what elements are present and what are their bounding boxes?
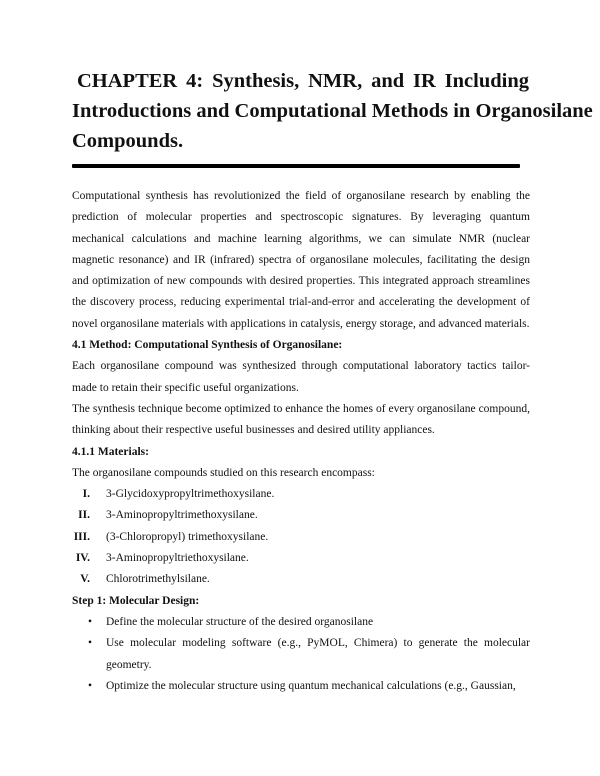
intro-paragraph: Computational synthesis has revolutionized the field of organosilane research by enabling the prediction of molecular properties and spectroscopic signatures. By leveraging quantum mechanical calculations and machine learning algorithms, we can simulate NMR (nuclear magnetic resonance) and IR (infrared) spectra of organosilane molecules, facilitating the design and optimization of new compounds with desired properties. This integrated approach streamlines the discovery process, reducing experimental trial-and-error and accelerating the development of novel organosilane materials with applications in catalysis, energy storage, and advanced materials. <box>72 190 530 330</box>
materials-list-item <box>72 548 530 569</box>
step-bullet-list <box>72 612 530 697</box>
section-heading: 4.1 Method: Computational Synthesis of Organosilane: <box>72 339 343 352</box>
section-paragraph: Each organosilane compound was synthesized through computational laboratory tactics tailor-made to retain their specific useful organizations. <box>72 360 530 394</box>
document-body <box>72 186 530 697</box>
materials-list <box>72 484 530 590</box>
materials-intro: The organosilane compounds studied on this research encompass: <box>72 466 375 479</box>
bullet-item <box>72 676 530 697</box>
materials-list-item <box>72 569 530 590</box>
list-number: II. <box>78 509 90 522</box>
subsection-heading: 4.1.1 Materials: <box>72 445 149 458</box>
bullet-dot-icon: • <box>88 679 93 692</box>
chapter-title <box>72 66 593 156</box>
bullet-text: Optimize the molecular structure using quantum mechanical calculations (e.g., Gaussian, <box>106 679 516 692</box>
bullet-text: Use molecular modeling software (e.g., PyMOL, Chimera) to generate the molecular geometry. <box>106 637 530 671</box>
bullet-dot-icon: • <box>88 637 93 650</box>
list-item-text: (3-Chloropropyl) trimethoxysilane. <box>106 530 269 543</box>
step-heading: Step 1: Molecular Design: <box>72 594 200 607</box>
list-number: IV. <box>75 552 90 565</box>
bullet-item <box>72 612 530 633</box>
list-item-text: 3-Aminopropyltrimethoxysilane. <box>106 509 258 522</box>
materials-list-item <box>72 505 530 526</box>
materials-list-item <box>72 527 530 548</box>
chapter-title-line: Introductions and Computational Methods in Organosilane <box>72 100 593 122</box>
materials-list-item <box>72 484 530 505</box>
section-paragraph: The synthesis technique become optimized to enhance the homes of every organosilane compound, thinking about their respective useful businesses and desired utility appliances. <box>72 402 530 437</box>
list-item-text: Chlorotrimethylsilane. <box>106 573 210 586</box>
bullet-item <box>72 633 530 676</box>
bullet-dot-icon: • <box>88 615 93 628</box>
list-number: I. <box>82 488 90 501</box>
list-item-text: 3-Aminopropyltriethoxysilane. <box>106 552 249 565</box>
chapter-title-line: Compounds. <box>72 130 184 152</box>
bullet-text: Define the molecular structure of the desired organosilane <box>106 615 374 628</box>
list-item-text: 3-Glycidoxypropyltrimethoxysilane. <box>106 488 275 501</box>
chapter-title-line: CHAPTER 4: Synthesis, NMR, and IR Including <box>77 70 529 92</box>
list-number: V. <box>80 573 90 586</box>
title-rule-divider <box>72 164 520 168</box>
list-number: III. <box>73 530 90 543</box>
